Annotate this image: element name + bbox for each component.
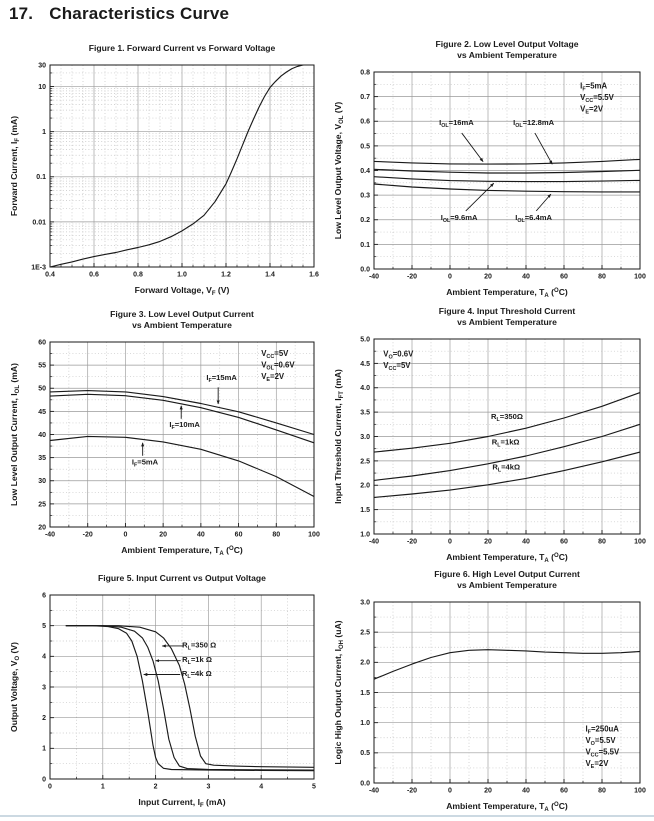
y-tick-label: 0.8 [360, 69, 370, 77]
chart-title: Figure 2. Low Level Output Voltage [435, 39, 579, 49]
x-axis-label: Ambient Temperature, $T_A$ ($^O$C) [446, 552, 568, 564]
x-tick-label: 80 [598, 538, 606, 546]
y-tick-label: 40 [38, 431, 46, 439]
figure-5-chart [8, 570, 324, 810]
y-tick-label: 3.0 [360, 599, 370, 607]
series-IF-5mA [50, 436, 314, 496]
x-tick-label: -20 [406, 273, 418, 281]
chart-title: Figure 3. Low Level Output Current [110, 309, 254, 319]
y-tick-label: 55 [38, 362, 46, 370]
x-axis-label: Ambient Temperature, $T_A$ ($^O$C) [446, 287, 568, 299]
curve-label: $I_F=5mA$ [131, 457, 159, 469]
y-tick-label: 6 [42, 592, 46, 600]
x-tick-label: 80 [272, 531, 281, 539]
x-tick-label: -20 [406, 787, 418, 795]
figure-1-chart [8, 40, 324, 298]
curve-label: $R_L=1k\Omega$ [491, 437, 520, 449]
x-tick-label: -20 [406, 538, 418, 546]
figure-2-chart [332, 36, 650, 300]
y-tick-label: 3 [42, 684, 46, 692]
curve-label-arrow [535, 133, 552, 164]
x-tick-label: 100 [634, 787, 646, 795]
curve-label-arrow [466, 183, 494, 211]
series-IOL-12.8mA [374, 169, 640, 173]
y-tick-label: 0.01 [32, 219, 46, 227]
page-title-text: Characteristics Curve [49, 4, 230, 23]
grid [50, 595, 314, 779]
x-tick-label: 0 [123, 531, 128, 539]
y-tick-label: 1.5 [360, 507, 370, 515]
series-RL-4kohm [374, 452, 640, 497]
x-tick-label: 1.2 [221, 271, 231, 279]
x-tick-label: -20 [82, 531, 93, 539]
y-tick-label: 1 [42, 745, 46, 753]
y-tick-label: 1E-3 [31, 264, 46, 272]
x-tick-label: 2 [153, 783, 158, 791]
y-tick-label: 0.7 [360, 94, 370, 102]
x-tick-label: 100 [308, 531, 320, 539]
curve-label: $I_{OL}=16mA$ [439, 118, 474, 130]
x-tick-label: 0 [448, 787, 452, 795]
y-tick-label: 4 [42, 653, 46, 661]
x-tick-label: 80 [598, 787, 606, 795]
y-tick-label: 5.0 [360, 336, 370, 344]
x-tick-label: 1 [100, 783, 105, 791]
page-title-number: 17. [9, 4, 34, 23]
x-tick-label: 0.6 [89, 271, 99, 279]
condition-line: $V_E=2V$ [585, 758, 609, 770]
chart-title: Figure 6. High Level Output Current [434, 569, 580, 579]
x-tick-label: 1.4 [265, 271, 275, 279]
y-tick-label: 30 [38, 478, 46, 486]
x-tick-label: 3 [206, 783, 211, 791]
curve-label-arrow [462, 133, 483, 162]
y-axis-label: Low Level Output Voltage, $V_{OL}$ (V) [333, 101, 345, 240]
condition-line: $I_F=5mA$ [580, 81, 608, 93]
y-tick-label: 30 [38, 62, 46, 70]
y-tick-label: 0.5 [360, 143, 370, 151]
grid [50, 342, 314, 527]
x-axis-label: Ambient Temperature, $T_A$ ($^O$C) [121, 545, 243, 557]
y-tick-label: 1.0 [360, 720, 370, 728]
y-axis-label: Input Threshold Current, $I_{FT}$ (mA) [333, 369, 345, 504]
x-tick-label: 40 [522, 538, 530, 546]
x-axis-label: Input Current, $I_F$ (mA) [138, 797, 226, 809]
x-tick-label: 0 [48, 783, 52, 791]
figure-4-chart [332, 303, 650, 565]
chart-title: vs Ambient Temperature [132, 320, 232, 330]
x-tick-label: 60 [560, 538, 568, 546]
y-tick-label: 1 [42, 129, 46, 137]
condition-line: $V_{CC}=5.5V$ [580, 93, 614, 105]
x-tick-label: 40 [522, 273, 530, 281]
chart-title: Figure 1. Forward Current vs Forward Voltage [88, 43, 276, 53]
x-tick-label: 60 [234, 531, 243, 539]
y-axis-label: Output Voltage, $V_O$ (V) [9, 642, 21, 732]
y-tick-label: 0.5 [360, 750, 370, 758]
curve-label: $R_L=1k$ Ω [182, 655, 212, 667]
condition-line: $V_{CC}=5V$ [383, 361, 411, 373]
y-tick-label: 2.0 [360, 659, 370, 667]
y-tick-label: 3.0 [360, 433, 370, 441]
curve-label: $R_L=350$ Ω [182, 640, 217, 652]
y-tick-label: 45 [38, 408, 46, 416]
y-tick-label: 1.5 [360, 689, 370, 697]
y-tick-label: 35 [38, 455, 46, 463]
curve-label-arrow [536, 194, 551, 211]
x-tick-label: -40 [368, 538, 380, 546]
chart-title: Figure 4. Input Threshold Current [438, 306, 576, 316]
x-tick-label: 60 [560, 273, 568, 281]
y-tick-label: 60 [38, 339, 46, 347]
page-title [9, 4, 229, 24]
y-tick-label: 2.5 [360, 458, 370, 466]
x-axis-label: Forward Voltage, $V_F$ (V) [134, 285, 230, 297]
y-tick-label: 0.6 [360, 118, 370, 126]
x-tick-label: 5 [312, 783, 316, 791]
curve-label: $I_{OL}=9.6mA$ [440, 212, 478, 224]
grid [50, 65, 314, 267]
x-tick-label: 0.4 [45, 271, 55, 279]
y-tick-label: 0.3 [360, 192, 370, 200]
condition-line: $V_O=0.6V$ [383, 349, 414, 361]
condition-line: $I_F=250uA$ [585, 724, 619, 736]
x-tick-label: -40 [368, 273, 380, 281]
chart-title: Figure 5. Input Current vs Output Voltage [98, 573, 266, 583]
x-tick-label: 1.0 [177, 271, 187, 279]
chart-title: vs Ambient Temperature [457, 580, 557, 590]
y-tick-label: 25 [38, 501, 46, 509]
condition-line: $V_E=2V$ [580, 104, 604, 116]
x-tick-label: 40 [196, 531, 205, 539]
x-tick-label: 100 [634, 538, 646, 546]
x-tick-label: 20 [484, 273, 492, 281]
y-axis-label: Forward Current, $I_F$ (mA) [9, 115, 21, 217]
y-tick-label: 1.0 [360, 531, 370, 539]
y-tick-label: 0.0 [360, 266, 370, 274]
x-tick-label: 4 [259, 783, 264, 791]
y-axis-label: Low Level Output Current, $I_{OL}$ (mA) [9, 362, 21, 507]
y-tick-label: 50 [38, 385, 46, 393]
y-tick-label: 0.4 [360, 167, 370, 175]
chart-title: vs Ambient Temperature [457, 50, 557, 60]
series-forward-current [50, 65, 303, 267]
x-tick-label: 0 [448, 273, 452, 281]
y-tick-label: 0.1 [36, 174, 46, 182]
condition-line: $V_{CC}=5V$ [261, 348, 289, 360]
x-tick-label: 0 [448, 538, 452, 546]
x-tick-label: 1.6 [309, 271, 319, 279]
curve-label: $R_L=350\Omega$ [491, 411, 523, 423]
x-tick-label: 0.8 [133, 271, 143, 279]
condition-line: $V_{OL}=0.6V$ [261, 360, 295, 372]
condition-line: $V_E=2V$ [261, 371, 285, 383]
curve-label: $R_L=4k\Omega$ [492, 462, 521, 474]
y-tick-label: 0 [42, 776, 46, 784]
curve-label: $I_F=15mA$ [206, 372, 237, 384]
curve-label: $I_{OL}=6.4mA$ [515, 212, 552, 224]
y-tick-label: 5 [42, 623, 46, 631]
y-tick-label: 4.0 [360, 385, 370, 393]
y-tick-label: 4.5 [360, 360, 370, 368]
x-tick-label: 100 [634, 273, 646, 281]
figure-6-chart [332, 566, 650, 814]
y-tick-label: 0.1 [360, 241, 370, 249]
condition-line: $V_O=5.5V$ [585, 735, 616, 747]
condition-line: $V_{CC}=5.5V$ [585, 747, 620, 759]
x-axis-label: Ambient Temperature, $T_A$ ($^O$C) [446, 801, 568, 813]
y-tick-label: 2.5 [360, 629, 370, 637]
y-tick-label: 2.0 [360, 482, 370, 490]
curve-label: $I_{OL}=12.8mA$ [513, 118, 555, 130]
x-tick-label: 80 [598, 273, 606, 281]
y-tick-label: 0.0 [360, 780, 370, 788]
x-tick-label: -40 [44, 531, 56, 539]
footer-divider [0, 815, 654, 817]
figure-3-chart [8, 306, 324, 558]
curve-label: $I_F=10mA$ [169, 420, 200, 432]
x-tick-label: 60 [560, 787, 568, 795]
x-tick-label: 20 [159, 531, 168, 539]
x-tick-label: 20 [484, 787, 492, 795]
y-tick-label: 0.2 [360, 217, 370, 225]
y-tick-label: 20 [38, 524, 46, 532]
x-tick-label: -40 [368, 787, 380, 795]
chart-title: vs Ambient Temperature [457, 317, 557, 327]
y-tick-label: 3.5 [360, 409, 370, 417]
x-tick-label: 20 [484, 538, 492, 546]
y-tick-label: 10 [38, 83, 46, 91]
y-axis-label: Logic High Output Current, $I_{OH}$ (uA) [333, 620, 345, 765]
y-tick-label: 2 [42, 715, 46, 723]
curve-label: $R_L=4k$ Ω [181, 668, 212, 680]
x-tick-label: 40 [522, 787, 530, 795]
